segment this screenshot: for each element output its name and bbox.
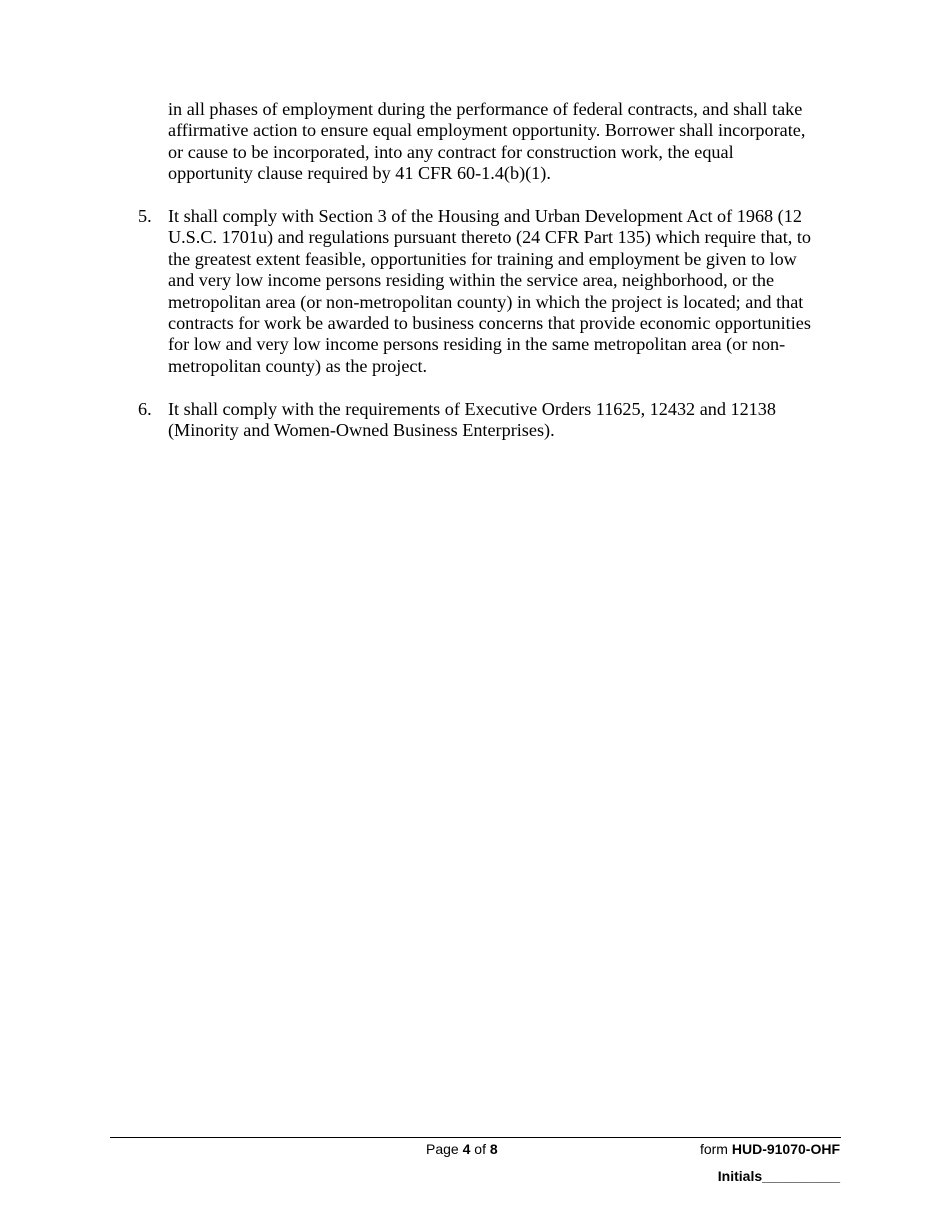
page-number <box>426 1141 498 1158</box>
paragraph-line: and very low income persons residing within the service area, neighborhood, or the <box>168 270 775 291</box>
paragraph-line: affirmative action to ensure equal employment opportunity. Borrower shall incorporate, <box>168 120 806 141</box>
paragraph-line: It shall comply with Section 3 of the Housing and Urban Development Act of 1968 (12 <box>168 206 802 226</box>
paragraph-line: for low and very low income persons residing in the same metropolitan area (or non- <box>168 334 786 355</box>
paragraph-line: opportunity clause required by 41 CFR 60-1.4(b)(1). <box>168 163 551 184</box>
initials-field: Initials__________ <box>717 1168 840 1184</box>
form-identifier <box>700 1141 840 1158</box>
paragraph-line: metropolitan area (or non-metropolitan county) in which the project is located; and that <box>168 291 804 312</box>
paragraph-line: U.S.C. 1701u) and regulations pursuant thereto (24 CFR Part 135) which require that, to <box>168 227 812 248</box>
list-item-text <box>168 206 840 377</box>
paragraph-line: or cause to be incorporated, into any contract for construction work, the equal <box>168 141 734 162</box>
page-total: 8 <box>489 1141 498 1157</box>
paragraph-line: in all phases of employment during the performance of federal contracts, and shall take <box>168 99 803 119</box>
list-item-text <box>168 399 840 442</box>
form-label: form <box>699 1141 728 1157</box>
page-of-label: of <box>474 1141 486 1157</box>
footer-divider <box>110 1137 841 1138</box>
continuation-paragraph <box>168 99 840 185</box>
paragraph-line: the greatest extent feasible, opportunities for training and employment be given to low <box>168 248 797 269</box>
page-label: Page <box>426 1141 459 1157</box>
page-current: 4 <box>462 1141 471 1157</box>
paragraph-line: metropolitan county) as the project. <box>168 355 428 376</box>
form-number: HUD-91070-OHF <box>731 1141 840 1157</box>
paragraph-line: contracts for work be awarded to business concerns that provide economic opportunities <box>168 313 811 334</box>
list-item-number: 5. <box>138 206 152 226</box>
paragraph-line: It shall comply with the requirements of Executive Orders 11625, 12432 and 12138 <box>168 399 776 419</box>
paragraph-line: (Minority and Women-Owned Business Enterprises). <box>168 420 555 441</box>
list-item-number: 6. <box>138 399 152 419</box>
